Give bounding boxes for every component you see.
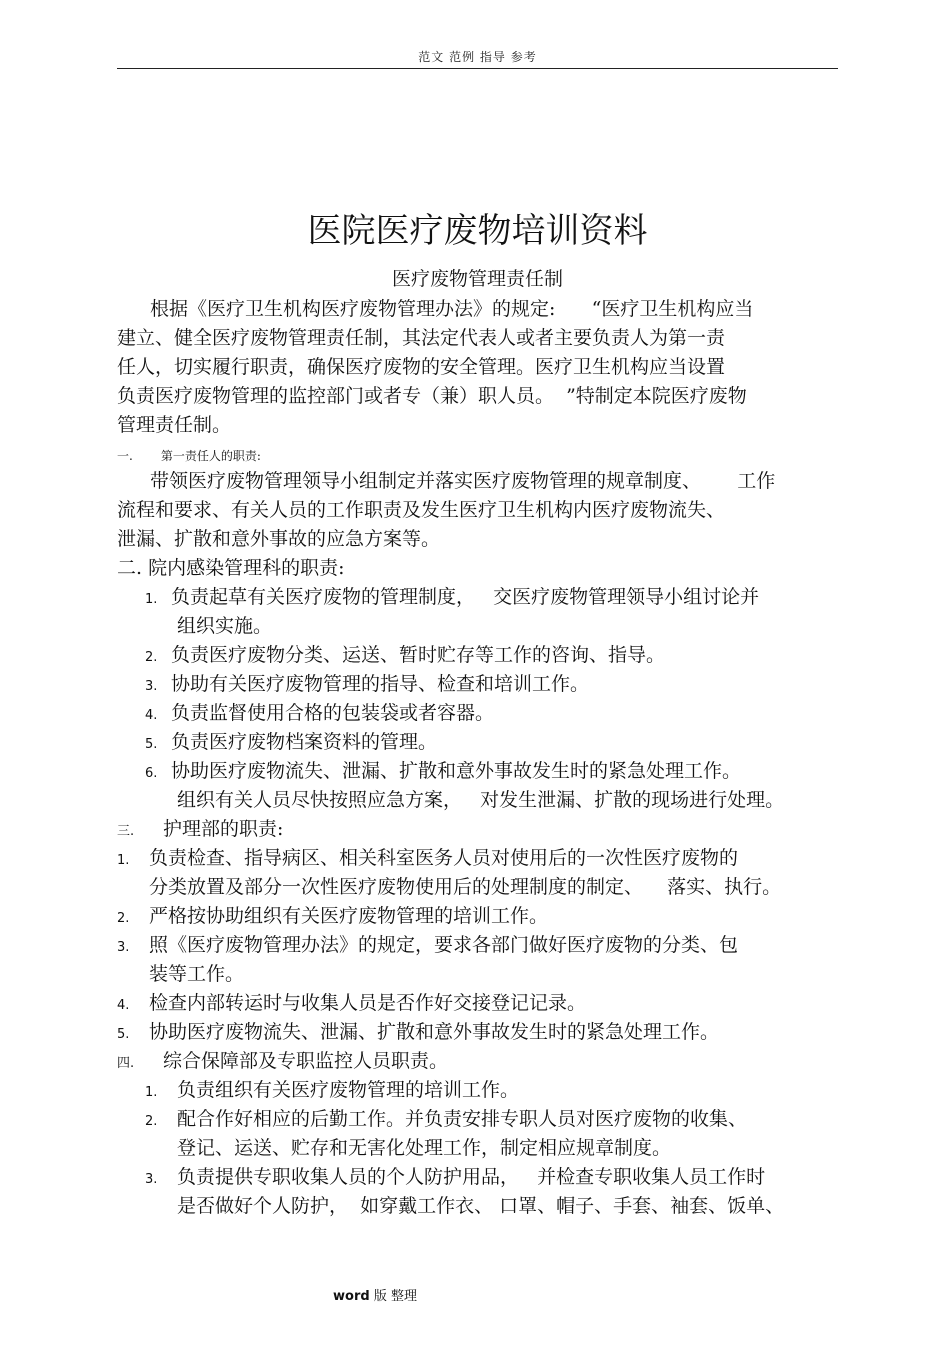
list-item-continuation: 装等工作。: [149, 963, 245, 985]
section-heading: 二. 院内感染管理科的职责:: [117, 557, 345, 579]
list-number: 2.: [145, 1114, 158, 1129]
list-text: 协助有关医疗废物管理的指导、检查和培训工作。: [171, 673, 590, 695]
section-number: 四.: [117, 1056, 135, 1071]
list-text: 检查内部转运时与收集人员是否作好交接登记记录。: [149, 992, 587, 1014]
section-number: 三.: [117, 824, 135, 839]
list-number: 1.: [145, 1085, 158, 1100]
footer-bold: word: [333, 1289, 370, 1304]
list-item: [117, 931, 738, 962]
list-text: 照《医疗废物管理办法》的规定，要求各部门做好医疗废物的分类、包: [149, 934, 739, 956]
list-item: [145, 728, 437, 759]
section-heading-text: 第一责任人的职责:: [160, 449, 261, 463]
list-number: 4.: [117, 998, 130, 1013]
list-number: 3.: [117, 940, 130, 955]
list-text: 负责医疗废物分类、运送、暂时贮存等工作的咨询、指导。: [171, 644, 666, 666]
list-number: 6.: [145, 766, 158, 781]
intro-line: 管理责任制。: [117, 414, 232, 436]
list-item: [145, 670, 589, 701]
list-item: [117, 1018, 719, 1049]
list-item: [145, 1163, 765, 1194]
list-number: 2.: [145, 650, 158, 665]
list-text: 协助医疗废物流失、泄漏、扩散和意外事故发生时的紧急处理工作。: [171, 760, 742, 782]
list-number: 5.: [145, 737, 158, 752]
list-text: 负责组织有关医疗废物管理的培训工作。: [177, 1079, 520, 1101]
section-number: 一.: [117, 449, 133, 463]
list-item-continuation: 组织实施。: [177, 615, 273, 637]
list-item: [145, 757, 741, 788]
list-number: 2.: [117, 911, 130, 926]
list-item-continuation: 组织有关人员尽快按照应急方案， 对发生泄漏、扩散的现场进行处理。: [177, 789, 785, 811]
list-item: [145, 583, 759, 614]
list-text: 严格按协助组织有关医疗废物管理的培训工作。: [149, 905, 549, 927]
list-item-continuation: 是否做好个人防护， 如穿戴工作衣、 口罩、帽子、手套、袖套、饭单、: [177, 1195, 785, 1217]
list-number: 1.: [145, 592, 158, 607]
intro-line: 建立、健全医疗废物管理责任制，其法定代表人或者主要负责人为第一责: [117, 327, 726, 349]
section-heading: [117, 1047, 448, 1078]
list-item: [117, 844, 738, 875]
list-number: 4.: [145, 708, 158, 723]
list-item-continuation: 登记、运送、贮存和无害化处理工作，制定相应规章制度。: [177, 1137, 672, 1159]
list-number: 5.: [117, 1027, 130, 1042]
list-number: 1.: [117, 853, 130, 868]
list-item: [117, 902, 548, 933]
section-heading: [117, 440, 261, 470]
list-item: [145, 1105, 747, 1136]
list-item: [117, 989, 586, 1020]
list-item: [145, 641, 665, 672]
list-text: 负责检查、指导病区、相关科室医务人员对使用后的一次性医疗废物的: [149, 847, 739, 869]
document-title: 医院医疗废物培训资料: [307, 211, 648, 251]
page-footer: [0, 1285, 750, 1304]
section-heading-text: 护理部的职责:: [163, 818, 284, 840]
section-heading: [117, 815, 283, 846]
list-item: [145, 1076, 519, 1107]
list-item-continuation: 分类放置及部分一次性医疗废物使用后的处理制度的制定、 落实、执行。: [149, 876, 782, 898]
list-item: [145, 699, 494, 730]
document-subtitle: 医疗废物管理责任制: [391, 268, 563, 290]
list-text: 负责医疗废物档案资料的管理。: [171, 731, 438, 753]
list-number: 3.: [145, 1172, 158, 1187]
section-heading-text: 综合保障部及专职监控人员职责。: [163, 1050, 449, 1072]
list-text: 负责提供专职收集人员的个人防护用品， 并检查专职收集人员工作时: [177, 1166, 766, 1188]
footer-text: 版 整理: [369, 1289, 417, 1304]
intro-line: 根据《医疗卫生机构医疗废物管理办法》的规定: “医疗卫生机构应当: [150, 298, 754, 320]
paragraph-line: 流程和要求、有关人员的工作职责及发生医疗卫生机构内医疗废物流失、: [117, 499, 726, 521]
paragraph-line: 带领医疗废物管理领导小组制定并落实医疗废物管理的规章制度、 工作: [150, 470, 776, 492]
page-header: 范文 范例 指导 参考: [418, 50, 537, 64]
list-text: 配合作好相应的后勤工作。并负责安排专职人员对医疗废物的收集、: [177, 1108, 748, 1130]
intro-line: 任人，切实履行职责，确保医疗废物的安全管理。医疗卫生机构应当设置: [117, 356, 726, 378]
header-rule: [117, 68, 838, 69]
paragraph-line: 泄漏、扩散和意外事故的应急方案等。: [117, 528, 441, 550]
list-text: 负责起草有关医疗废物的管理制度， 交医疗废物管理领导小组讨论并: [171, 586, 760, 608]
intro-line: 负责医疗废物管理的监控部门或者专（兼）职人员。 ”特制定本院医疗废物: [117, 385, 747, 407]
list-text: 负责监督使用合格的包装袋或者容器。: [171, 702, 495, 724]
list-text: 协助医疗废物流失、泄漏、扩散和意外事故发生时的紧急处理工作。: [149, 1021, 720, 1043]
list-number: 3.: [145, 679, 158, 694]
